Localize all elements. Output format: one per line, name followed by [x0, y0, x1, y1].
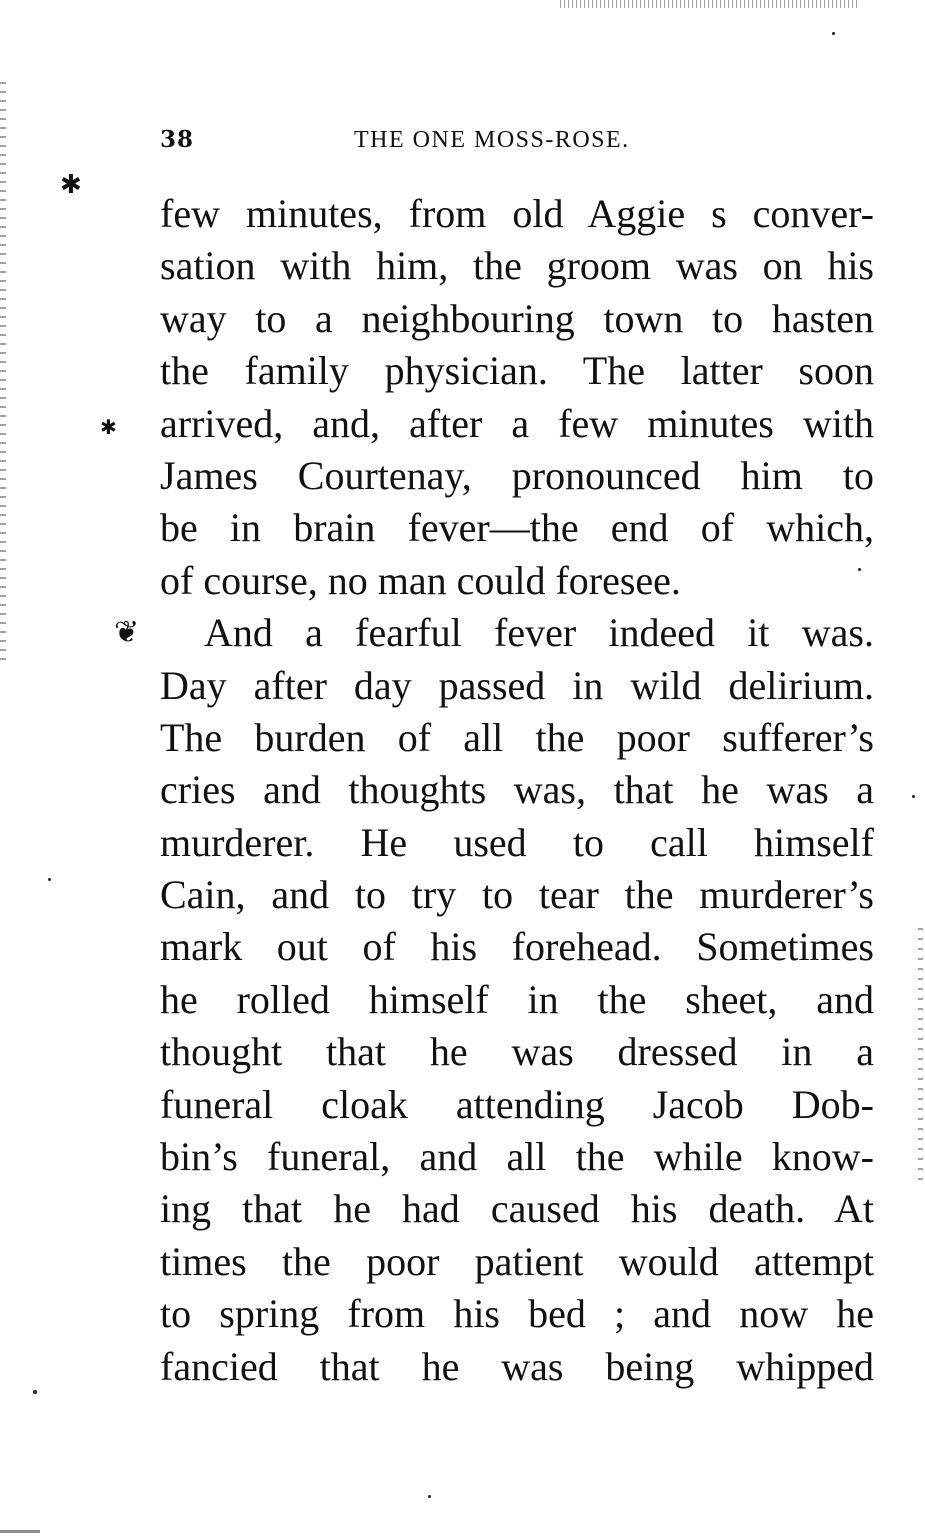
margin-blot-2: ✱ [100, 415, 117, 439]
speck [832, 32, 835, 35]
text-line: Day after day passed in wild delirium. [160, 662, 874, 708]
body-text [160, 188, 874, 1393]
speck [33, 1390, 37, 1394]
text-line: cries and thoughts was, that he was a [160, 767, 874, 813]
speck [428, 1495, 431, 1498]
text-line: And a fearful fever indeed it was. [204, 610, 874, 656]
top-edge-smudge [560, 0, 860, 8]
margin-blot-3: ❦ [114, 615, 140, 650]
text-line: funeral cloak attending Jacob Dob- [160, 1081, 874, 1127]
text-line: Cain, and to try to tear the murderer’s [160, 872, 874, 918]
text-line: mark out of his forehead. Sometimes [160, 924, 874, 970]
text-line: few minutes, from old Aggie s conver- [160, 191, 874, 236]
left-edge-smudge [0, 80, 6, 660]
text-line: way to a neighbouring town to hasten [160, 295, 874, 341]
text-line: fancied that he was being whipped [160, 1343, 874, 1389]
bottom-edge-smudge [0, 1530, 40, 1533]
speck [912, 795, 915, 798]
running-header [160, 126, 875, 162]
text-line: of course, no man could foresee. [160, 557, 681, 603]
text-line: the family physician. The latter soon [160, 348, 874, 394]
text-line: bin’s funeral, and all the while know- [160, 1134, 874, 1180]
page-number: 38 [160, 126, 195, 153]
text-line: ing that he had caused his death. At [160, 1186, 874, 1232]
text-line: be in brain fever—the end of which, [160, 505, 874, 551]
text-line: sation with him, the groom was on his [160, 243, 874, 289]
text-line: to spring from his bed ; and now he [160, 1291, 874, 1337]
text-line: he rolled himself in the sheet, and [160, 976, 874, 1022]
text-line: thought that he was dressed in a [160, 1029, 874, 1075]
running-title: THE ONE MOSS-ROSE. [354, 127, 630, 153]
text-line: The burden of all the poor sufferer’s [160, 714, 874, 760]
text-line: murderer. He used to call himself [160, 819, 874, 865]
text-line: times the poor patient would attempt [160, 1238, 874, 1284]
text-line: arrived, and, after a few minutes with [160, 400, 874, 446]
speck [48, 878, 51, 881]
right-edge-smudge [918, 920, 923, 1180]
text-line: James Courtenay, pronounced him to [160, 452, 874, 498]
margin-blot-1: ✱ [60, 170, 82, 200]
